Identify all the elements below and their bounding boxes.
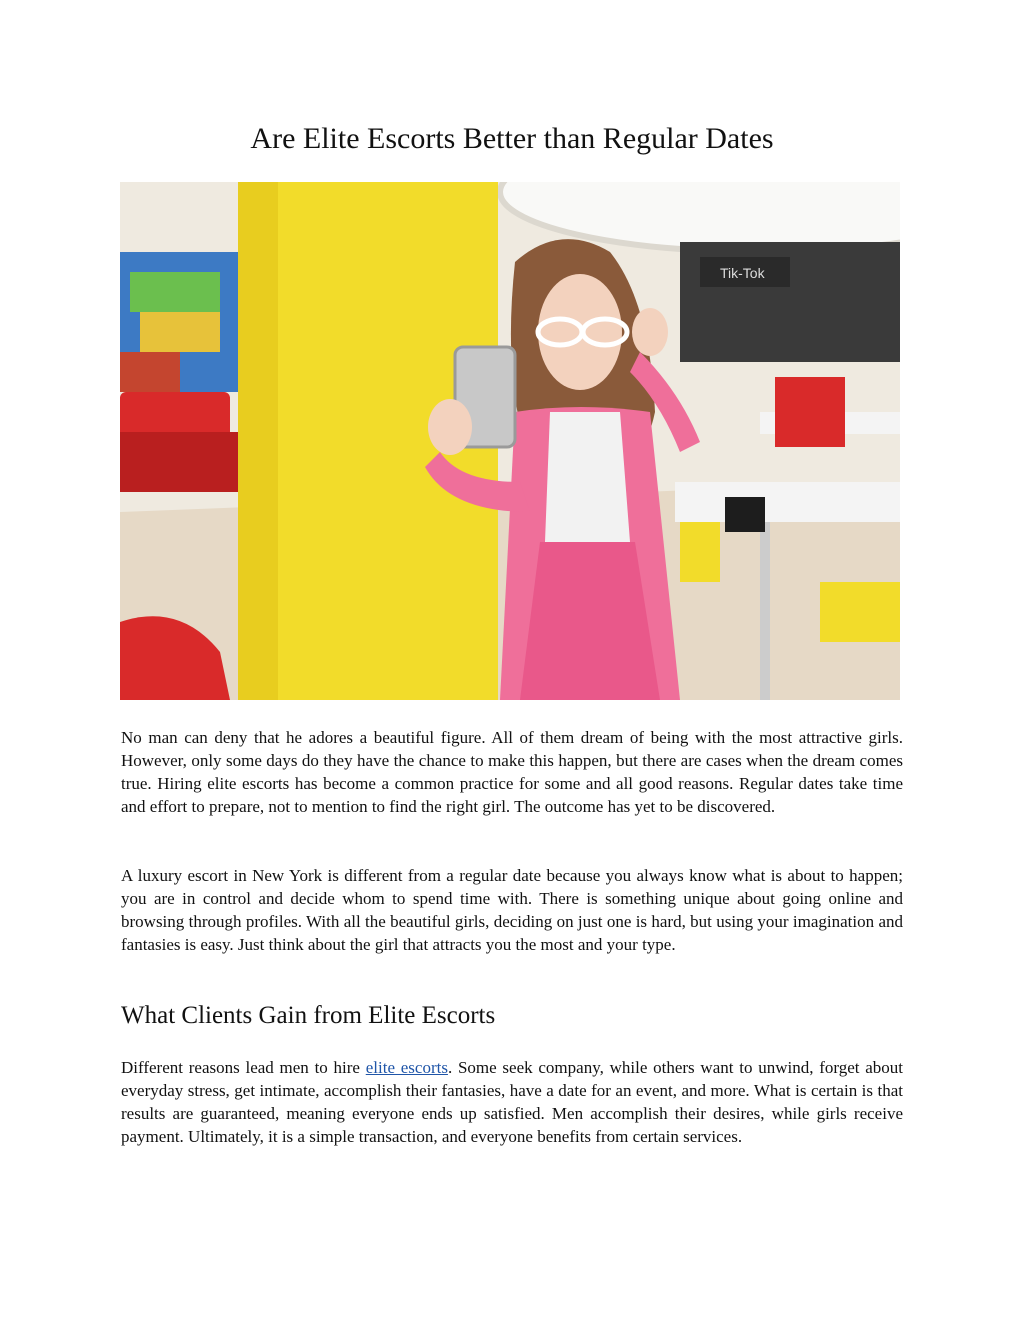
paragraph-text-after-link: . Some seek company, while others want to unwind, forget about everyday stress, get intimate, accomplish their fantasies, have a date for an event, and more. What is certain is that results are guaranteed, meaning everyone ends up satisfied. Men accomplish their desires, while girls receive payment. Ultimately, it is a simple transaction, and everyone benefits from certain services. — [121, 1058, 903, 1146]
napkin-holder — [725, 497, 765, 532]
page-title: Are Elite Escorts Better than Regular Dates — [250, 122, 774, 155]
paragraph-intro: No man can deny that he adores a beautiful figure. All of them dream of being with the most attractive girls. However, only some days do they have the chance to make this happen, but there are cases when the dream comes true. Hiring elite escorts has become a common practice for some and all good reasons. Regular dates take time and effort to prepare, not to mention to find the right girl. The outcome has yet to be discovered. — [121, 728, 903, 816]
red-chair-right — [775, 377, 845, 447]
paragraph-luxury-escort: A luxury escort in New York is different from a regular date because you always know what is about to happen; you are in control and decide whom to spend time with. There is something unique about going online and browsing through profiles. With all the beautiful girls, deciding on just one is hard, but using your imagination and fantasies is easy. Just think about the girl that attracts you the most and your type. — [121, 866, 903, 954]
paragraph-client-gains — [121, 1056, 903, 1148]
hero-photo — [120, 182, 900, 700]
section-heading: What Clients Gain from Elite Escorts — [121, 1002, 496, 1029]
paragraph-text-before-link: Different reasons lead men to hire — [121, 1058, 366, 1077]
table-right — [675, 482, 900, 522]
store-sign: Tik-Tok — [720, 265, 765, 281]
elite-escorts-link[interactable]: elite escorts — [365, 1058, 448, 1077]
yellow-chair-right — [820, 582, 900, 642]
